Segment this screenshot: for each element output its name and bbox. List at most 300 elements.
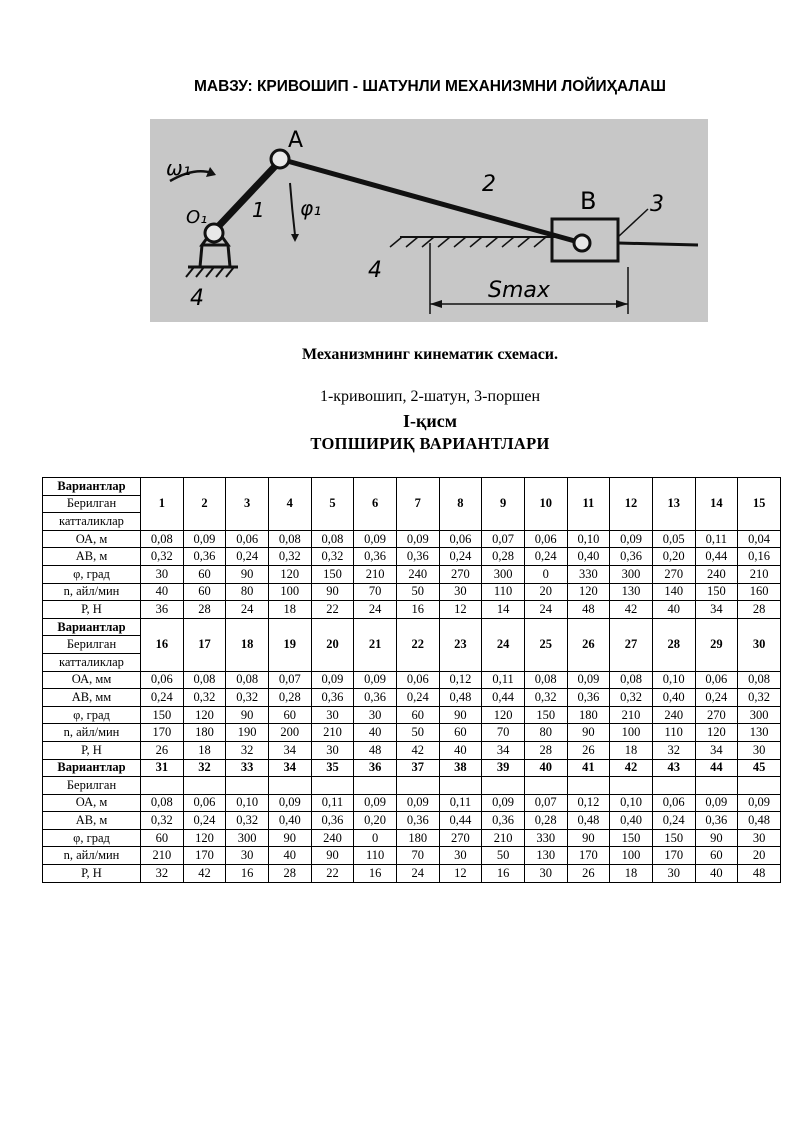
table-cell: 18	[183, 741, 226, 759]
table-cell: 30	[439, 583, 482, 601]
variant-number: 14	[695, 478, 738, 531]
empty-cell	[311, 777, 354, 795]
table-cell: 70	[354, 583, 397, 601]
table-cell: 0,32	[524, 689, 567, 707]
table-cell: 50	[482, 847, 525, 865]
table-row	[43, 829, 781, 847]
table-cell: 90	[268, 829, 311, 847]
label-b: B	[580, 187, 597, 215]
table-cell: 0,36	[695, 812, 738, 830]
scheme-caption: Механизмнинг кинематик схемаси.	[301, 346, 559, 363]
table-cell: 0,32	[738, 689, 781, 707]
table-row	[43, 601, 781, 619]
table-cell: 0,10	[226, 794, 269, 812]
table-cell: 12	[439, 601, 482, 619]
table-cell: 30	[652, 865, 695, 883]
table-cell: 0,40	[652, 689, 695, 707]
table-cell: 0,24	[524, 548, 567, 566]
table-cell: 0,36	[567, 689, 610, 707]
variants-label: Вариантлар	[43, 478, 141, 496]
table-cell: 0,09	[183, 530, 226, 548]
table-row	[43, 530, 781, 548]
table-cell: 110	[652, 724, 695, 742]
variant-number: 24	[482, 618, 525, 671]
table-cell: 0,24	[652, 812, 695, 830]
empty-cell	[610, 777, 653, 795]
table-cell: 40	[354, 724, 397, 742]
variant-number: 3	[226, 478, 269, 531]
variant-number: 5	[311, 478, 354, 531]
table-cell: 120	[567, 583, 610, 601]
variant-number: 39	[482, 759, 525, 777]
table-cell: 24	[396, 865, 439, 883]
variant-header-row	[43, 478, 781, 496]
table-cell: 0,08	[183, 671, 226, 689]
label-3: 3	[650, 192, 664, 217]
table-row	[43, 847, 781, 865]
table-cell: 150	[610, 829, 653, 847]
table-cell: 34	[482, 741, 525, 759]
table-cell: 0,08	[141, 794, 184, 812]
table-cell: 0,24	[396, 689, 439, 707]
table-cell: 0,07	[482, 530, 525, 548]
label-4-left: 4	[190, 286, 204, 311]
table-cell: 150	[141, 706, 184, 724]
table-cell: 90	[695, 829, 738, 847]
table-cell: 80	[226, 583, 269, 601]
table-cell: 120	[183, 706, 226, 724]
parameter-label: Р, Н	[43, 741, 141, 759]
table-cell: 0,08	[141, 530, 184, 548]
table-cell: 0,44	[695, 548, 738, 566]
table-cell: 30	[311, 706, 354, 724]
table-cell: 12	[439, 865, 482, 883]
table-cell: 0,09	[396, 794, 439, 812]
table-cell: 40	[695, 865, 738, 883]
given-label: Берилган	[43, 636, 141, 654]
table-cell: 0,24	[141, 689, 184, 707]
table-cell: 70	[396, 847, 439, 865]
table-cell: 0,09	[396, 530, 439, 548]
table-cell: 0,12	[567, 794, 610, 812]
variant-number: 23	[439, 618, 482, 671]
parameter-label: АВ, мм	[43, 689, 141, 707]
label-1: 1	[252, 198, 265, 222]
table-row	[43, 548, 781, 566]
table-cell: 120	[183, 829, 226, 847]
table-cell: 150	[524, 706, 567, 724]
variant-number: 19	[268, 618, 311, 671]
table-cell: 0,10	[567, 530, 610, 548]
table-cell: 300	[482, 565, 525, 583]
empty-cell	[183, 777, 226, 795]
table-cell: 26	[567, 741, 610, 759]
table-cell: 40	[141, 583, 184, 601]
variant-number: 12	[610, 478, 653, 531]
table-cell: 0,09	[354, 530, 397, 548]
table-cell: 0,20	[652, 548, 695, 566]
table-cell: 0,09	[354, 671, 397, 689]
table-cell: 0,05	[652, 530, 695, 548]
table-cell: 180	[567, 706, 610, 724]
table-cell: 130	[610, 583, 653, 601]
variant-number: 15	[738, 478, 781, 531]
label-a: A	[288, 128, 304, 153]
table-cell: 90	[311, 847, 354, 865]
variant-number: 34	[268, 759, 311, 777]
table-cell: 20	[524, 583, 567, 601]
given-label: Берилган	[43, 777, 141, 795]
empty-cell	[695, 777, 738, 795]
table-row	[43, 706, 781, 724]
table-cell: 30	[439, 847, 482, 865]
table-cell: 0,08	[226, 671, 269, 689]
table-cell: 42	[183, 865, 226, 883]
table-cell: 170	[141, 724, 184, 742]
table-cell: 60	[396, 706, 439, 724]
table-cell: 0,48	[439, 689, 482, 707]
table-cell: 0,06	[183, 794, 226, 812]
given-label: Берилган	[43, 495, 141, 513]
table-cell: 40	[439, 741, 482, 759]
variant-number: 16	[141, 618, 184, 671]
table-cell: 34	[695, 601, 738, 619]
table-cell: 28	[524, 741, 567, 759]
table-cell: 32	[652, 741, 695, 759]
table-cell: 16	[396, 601, 439, 619]
table-cell: 0,32	[226, 812, 269, 830]
table-cell: 0,36	[354, 548, 397, 566]
table-cell: 0,16	[738, 548, 781, 566]
table-cell: 0,11	[695, 530, 738, 548]
table-cell: 210	[141, 847, 184, 865]
label-4-right: 4	[368, 258, 382, 283]
table-cell: 40	[652, 601, 695, 619]
table-cell: 0,32	[226, 689, 269, 707]
table-cell: 42	[396, 741, 439, 759]
label-2: 2	[482, 172, 496, 197]
table-cell: 0,32	[610, 689, 653, 707]
table-cell: 0,40	[268, 812, 311, 830]
empty-cell	[354, 777, 397, 795]
variant-number: 38	[439, 759, 482, 777]
table-cell: 110	[482, 583, 525, 601]
variant-number: 33	[226, 759, 269, 777]
variant-number: 31	[141, 759, 184, 777]
table-row	[43, 794, 781, 812]
joint-a	[271, 150, 289, 168]
variants-heading: ТОПШИРИҚ ВАРИАНТЛАРИ	[310, 434, 550, 453]
table-cell: 0,48	[738, 812, 781, 830]
table-cell: 34	[268, 741, 311, 759]
empty-cell	[567, 777, 610, 795]
table-cell: 0,09	[610, 530, 653, 548]
table-cell: 0,06	[439, 530, 482, 548]
table-cell: 0,40	[610, 812, 653, 830]
table-cell: 270	[439, 565, 482, 583]
empty-cell	[396, 777, 439, 795]
table-cell: 0,36	[183, 548, 226, 566]
table-cell: 240	[695, 565, 738, 583]
table-cell: 240	[396, 565, 439, 583]
table-cell: 16	[482, 865, 525, 883]
variants-table	[42, 477, 781, 883]
table-cell: 170	[652, 847, 695, 865]
table-cell: 120	[268, 565, 311, 583]
variant-number: 28	[652, 618, 695, 671]
table-cell: 0,12	[439, 671, 482, 689]
table-cell: 30	[226, 847, 269, 865]
table-cell: 0,36	[311, 689, 354, 707]
table-cell: 0,04	[738, 530, 781, 548]
quantities-label: катталиклар	[43, 653, 141, 671]
table-cell: 60	[183, 583, 226, 601]
table-cell: 90	[567, 829, 610, 847]
table-row	[43, 812, 781, 830]
table-cell: 100	[268, 583, 311, 601]
table-cell: 0,09	[695, 794, 738, 812]
table-cell: 0,09	[482, 794, 525, 812]
parameter-label: Р, Н	[43, 865, 141, 883]
table-cell: 0,08	[311, 530, 354, 548]
empty-cell	[524, 777, 567, 795]
variant-number: 22	[396, 618, 439, 671]
table-cell: 170	[183, 847, 226, 865]
variant-number: 44	[695, 759, 738, 777]
table-cell: 0,28	[482, 548, 525, 566]
table-cell: 0,11	[311, 794, 354, 812]
table-cell: 18	[610, 865, 653, 883]
phi-arc	[290, 183, 295, 235]
table-cell: 0,36	[311, 812, 354, 830]
table-cell: 330	[567, 565, 610, 583]
variant-number: 8	[439, 478, 482, 531]
table-cell: 210	[610, 706, 653, 724]
table-cell: 0,32	[183, 689, 226, 707]
empty-cell	[268, 777, 311, 795]
table-cell: 0,24	[183, 812, 226, 830]
table-cell: 0,06	[524, 530, 567, 548]
table-cell: 330	[524, 829, 567, 847]
variant-number: 11	[567, 478, 610, 531]
table-cell: 110	[354, 847, 397, 865]
variant-number: 40	[524, 759, 567, 777]
variant-number: 4	[268, 478, 311, 531]
table-cell: 180	[183, 724, 226, 742]
variant-number: 35	[311, 759, 354, 777]
table-cell: 190	[226, 724, 269, 742]
table-row	[43, 689, 781, 707]
kinematic-scheme-figure	[150, 119, 708, 322]
variant-number: 30	[738, 618, 781, 671]
table-cell: 0,11	[439, 794, 482, 812]
table-cell: 0,08	[738, 671, 781, 689]
table-cell: 48	[354, 741, 397, 759]
table-cell: 90	[311, 583, 354, 601]
table-cell: 50	[396, 724, 439, 742]
table-row	[43, 671, 781, 689]
table-cell: 26	[567, 865, 610, 883]
variant-number: 13	[652, 478, 695, 531]
joint-b	[574, 235, 590, 251]
table-cell: 28	[268, 865, 311, 883]
variant-number: 6	[354, 478, 397, 531]
slider-guide	[390, 237, 555, 247]
table-cell: 210	[482, 829, 525, 847]
table-cell: 30	[524, 865, 567, 883]
table-cell: 40	[268, 847, 311, 865]
table-cell: 0	[354, 829, 397, 847]
table-cell: 210	[738, 565, 781, 583]
legend-caption: 1-кривошип, 2-шатун, 3-поршен	[319, 388, 541, 405]
table-cell: 0,06	[396, 671, 439, 689]
label-phi: φ₁	[300, 196, 322, 220]
table-cell: 130	[738, 724, 781, 742]
parameter-label: АВ, м	[43, 548, 141, 566]
table-cell: 0,32	[311, 548, 354, 566]
table-cell: 42	[610, 601, 653, 619]
table-cell: 0,11	[482, 671, 525, 689]
parameter-label: n, айл/мин	[43, 847, 141, 865]
table-cell: 150	[652, 829, 695, 847]
table-cell: 26	[141, 741, 184, 759]
table-cell: 270	[695, 706, 738, 724]
page-title: МАВЗУ: КРИВОШИП - ШАТУНЛИ МЕХАНИЗМНИ ЛОЙИҲАЛАШ	[194, 78, 666, 95]
table-cell: 300	[610, 565, 653, 583]
table-cell: 70	[482, 724, 525, 742]
table-row	[43, 583, 781, 601]
table-cell: 0,44	[439, 812, 482, 830]
connecting-rod	[280, 159, 582, 243]
table-cell: 0,07	[524, 794, 567, 812]
empty-cell	[226, 777, 269, 795]
variant-number: 25	[524, 618, 567, 671]
table-cell: 100	[610, 847, 653, 865]
table-cell: 14	[482, 601, 525, 619]
table-cell: 60	[695, 847, 738, 865]
table-cell: 90	[439, 706, 482, 724]
table-row	[43, 565, 781, 583]
table-cell: 0,28	[268, 689, 311, 707]
table-cell: 150	[695, 583, 738, 601]
table-cell: 18	[268, 601, 311, 619]
table-cell: 0,09	[567, 671, 610, 689]
variant-number: 21	[354, 618, 397, 671]
table-cell: 0,10	[652, 671, 695, 689]
empty-cell	[141, 777, 184, 795]
table-row	[43, 724, 781, 742]
table-cell: 0	[524, 565, 567, 583]
leader-line-3	[618, 209, 648, 237]
table-cell: 0,09	[354, 794, 397, 812]
table-cell: 0,32	[268, 548, 311, 566]
table-cell: 30	[738, 741, 781, 759]
crank-link	[214, 161, 280, 231]
empty-cell	[482, 777, 525, 795]
mechanism-diagram	[150, 119, 708, 322]
table-cell: 18	[610, 741, 653, 759]
table-cell: 0,20	[354, 812, 397, 830]
variant-number: 36	[354, 759, 397, 777]
table-cell: 32	[226, 741, 269, 759]
variant-number: 29	[695, 618, 738, 671]
table-cell: 240	[652, 706, 695, 724]
table-cell: 0,48	[567, 812, 610, 830]
table-cell: 0,36	[482, 812, 525, 830]
table-cell: 240	[311, 829, 354, 847]
table-cell: 60	[439, 724, 482, 742]
table-cell: 60	[141, 829, 184, 847]
table-cell: 0,36	[396, 548, 439, 566]
joint-o1	[205, 224, 223, 242]
table-cell: 0,06	[652, 794, 695, 812]
variant-number: 20	[311, 618, 354, 671]
table-cell: 90	[567, 724, 610, 742]
table-cell: 0,44	[482, 689, 525, 707]
table-cell: 0,09	[311, 671, 354, 689]
table-cell: 130	[524, 847, 567, 865]
label-smax: Smax	[488, 278, 550, 303]
table-cell: 0,07	[268, 671, 311, 689]
table-cell: 0,36	[354, 689, 397, 707]
table-cell: 0,40	[567, 548, 610, 566]
variants-label: Вариантлар	[43, 618, 141, 636]
table-cell: 0,06	[141, 671, 184, 689]
variants-label: Вариантлар	[43, 759, 141, 777]
table-cell: 16	[354, 865, 397, 883]
table-cell: 16	[226, 865, 269, 883]
table-cell: 0,09	[738, 794, 781, 812]
table-cell: 22	[311, 865, 354, 883]
table-cell: 24	[524, 601, 567, 619]
parameter-label: n, айл/мин	[43, 583, 141, 601]
parameter-label: φ, град	[43, 706, 141, 724]
table-cell: 170	[567, 847, 610, 865]
piston-rod	[618, 243, 698, 245]
table-cell: 60	[268, 706, 311, 724]
table-cell: 0,08	[524, 671, 567, 689]
table-cell: 30	[738, 829, 781, 847]
table-cell: 30	[354, 706, 397, 724]
table-cell: 28	[183, 601, 226, 619]
variant-number: 32	[183, 759, 226, 777]
variant-number: 9	[482, 478, 525, 531]
table-cell: 0,24	[695, 689, 738, 707]
table-cell: 36	[141, 601, 184, 619]
table-cell: 150	[311, 565, 354, 583]
label-omega: ω₁	[166, 156, 191, 180]
table-cell: 210	[311, 724, 354, 742]
variant-number: 27	[610, 618, 653, 671]
table-cell: 120	[482, 706, 525, 724]
variant-number: 43	[652, 759, 695, 777]
label-o1: O₁	[186, 207, 208, 228]
variant-number: 10	[524, 478, 567, 531]
table-cell: 24	[226, 601, 269, 619]
table-cell: 0,09	[268, 794, 311, 812]
table-row	[43, 741, 781, 759]
table-cell: 50	[396, 583, 439, 601]
table-cell: 28	[738, 601, 781, 619]
variant-number: 41	[567, 759, 610, 777]
table-cell: 0,06	[695, 671, 738, 689]
variant-number: 2	[183, 478, 226, 531]
table-cell: 140	[652, 583, 695, 601]
table-cell: 30	[141, 565, 184, 583]
table-cell: 80	[524, 724, 567, 742]
variant-number: 42	[610, 759, 653, 777]
empty-cell	[439, 777, 482, 795]
